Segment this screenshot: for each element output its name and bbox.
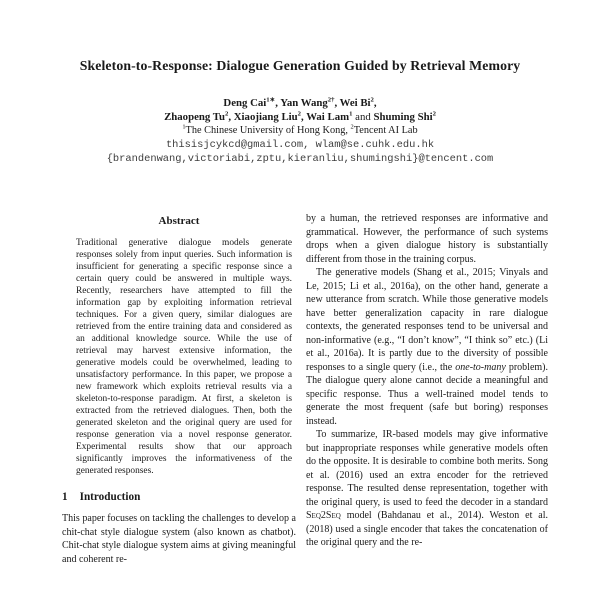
author-line-2: Zhaopeng Tu$^2$, Xiaojiang Liu$^2$, Wai Lam$^1$ and Shuming Shi$^2$ [164, 109, 436, 123]
right-column [306, 212, 548, 566]
two-column-body [62, 212, 548, 566]
abstract-heading: Abstract [158, 215, 200, 227]
author-block [30, 97, 570, 166]
section-title: Introduction [79, 491, 141, 503]
email-line-1: thisisjcykcd@gmail.com, wlam@se.cuhk.edu.hk [165, 138, 435, 151]
body-paragraph: The generative models (Shang et al., 2015; Vinyals and Le, 2015; Li et al., 2016a), on the other hand, generate a new utterance from scratch. While those generative models have better generalization capacity in rare dialogue contexts, the generated responses tend to be universal and non-informative (e.g., “I don’t know”, “I think so” etc.) (Li et al., 2016a). It is partly due to the diversity of possible responses to a single query (i.e., the one-to-many problem). The dialogue query alone cannot decide a meaningful and specific response. Thus a well-trained model tends to generate the most frequent (safe but boring) responses instead. [306, 267, 548, 427]
body-paragraph: by a human, the retrieved responses are informative and grammatical. However, the performance of such systems drops when a given dialogue history is substantially different from those in the training corpus. [306, 213, 548, 265]
paper-title: Skeleton-to-Response: Dialogue Generation Guided by Retrieval Memory [79, 58, 521, 73]
section-number: 1 [62, 491, 68, 503]
body-paragraph: To summarize, IR-based models may give informative but inappropriate responses while generative models often do the opposite. It is desirable to combine both merits. Song et al. (2016) used an extra encoder for the retrieved response. The resulted dense representation, together with the original query, is used to feed the decoder in a standard Seq2Seq model (Bahdanau et al., 2014). Weston et al. (2018) used a single encoder that takes the concatenation of the original query and the re- [306, 429, 548, 548]
left-column [62, 212, 296, 566]
email-line-2: {brandenwang,victoriabi,zptu,kieranliu,shumingshi}@tencent.com [106, 152, 494, 165]
affiliation-line: $^1$The Chinese University of Hong Kong, $^2$Tencent AI Lab [182, 123, 418, 136]
introduction-paragraph: This paper focuses on tackling the challenges to develop a chit-chat style dialogue system (also known as chatbot). Chit-chat style dialogue system aims at giving meaningful and coherent re- [62, 513, 296, 565]
section-heading-introduction [62, 491, 296, 503]
abstract-text: Traditional generative dialogue models generate responses solely from input queries. Such information is insufficient for generating a specific response since a certain query could be answered in multiple ways. Recently, researchers have attempted to fill the information gap by exploiting information retrieval techniques. For a given query, similar dialogues are retrieved from the entire training data and considered as an additional knowledge source. While the use of retrieval may harvest extensive information, the generative models could be overwhelmed, leading to unsatisfactory performance. In this paper, we propose a new framework which exploits retrieval results via a skeleton-to-response paradigm. At first, a skeleton is extracted from the retrieved dialogues. Then, both the generated skeleton and the original query are used for response generation via a novel response generator. Experimental results show that our approach significantly improves the informativeness of the generated responses. [76, 238, 292, 476]
author-line-1: Deng Cai$^{1∗}$, Yan Wang$^{2\dagger}$, Wei Bi$^2$, [223, 96, 377, 109]
